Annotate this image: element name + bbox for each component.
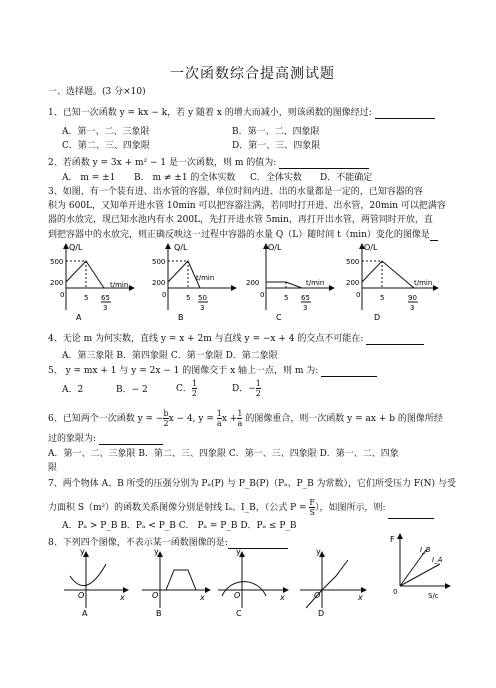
q1-option-d[interactable]: D．第一、三、四象限 [232,141,321,151]
q8-graph-b [142,547,208,618]
q2-option-a[interactable]: A． m = ±1 [62,173,116,183]
q3-graphs [48,242,468,324]
y-axis-label: y [316,547,321,556]
q1-option-a[interactable]: A．第一、二、三象限 [62,127,150,137]
graph-label: D [374,313,381,322]
tick-label: 90 [408,294,417,302]
q1-option-c[interactable]: C．第二、三、四象限 [62,141,150,151]
tick-label: 65 [101,294,110,302]
q6-line-3: 限 [48,463,58,473]
x-axis-label: S/c [428,592,439,600]
graph-label: B [178,313,184,322]
answer-blank[interactable] [375,106,435,119]
origin-label: O [234,591,241,600]
y-axis-label: O/L [364,243,378,252]
q7-line-1: 7、两个物体 A、B 所受的压强分别为 Pₐ(P) 与 P_B(P)（Pₐ、P_B 为常数），它们所受压力 F(N) 与受 [48,479,456,489]
page-title: 一次函数综合提高测试题 [170,66,335,82]
tick-label: 3 [410,304,415,312]
q5-option-b[interactable]: B．− 2 [116,385,148,395]
tick-label: 5 [84,294,89,302]
q8-graphs [60,546,380,618]
tick-label: 50 [198,294,207,302]
x-axis-label: x [358,593,363,602]
origin-label: 0 [60,291,65,299]
answer-blank[interactable] [99,432,163,445]
x-axis-label: x [280,593,285,602]
q1-option-b[interactable]: B．第一、二、四象限 [232,127,320,137]
question-8-stem: 8、下列四个图像，不表示某一函数图像的是: [48,536,288,549]
answer-blank[interactable] [366,332,424,345]
tick-label: 3 [303,304,308,312]
q2-option-c[interactable]: C．全体实数 [250,173,302,183]
q2-option-b[interactable]: B． m ≠ ±1 的全体实数 [134,173,236,183]
graph-c [246,243,332,322]
q3-line-3: 器的水放完，现已知水池内有水 200L，先打开进水管 5min，再打开出水管，两管同时开放，直 [48,215,433,225]
question-5-stem: 5、 y = mx + 1 与 y = 2x − 1 的图像交于 x 轴上一点，则 m 为: [48,364,377,377]
question-4-stem: 4、无论 m 为何实数，直线 y = x + 2m 与直线 y = −x + 4 的交点不可能在: [48,332,424,345]
origin-label: O [314,591,321,600]
origin-label: 0 [393,588,398,596]
tick-label: 200 [152,279,166,287]
graph-label: D [318,609,325,618]
tick-label: 200 [246,279,260,287]
graph-label: C [276,313,282,322]
graph-label: B [156,609,162,618]
graph-a [50,243,132,322]
y-axis-label: Q/L [174,243,188,252]
answer-blank[interactable] [321,364,377,377]
q7-line-2: 力面积 S（m²）的函数关系图像分别是射线 Iₐ、I_B，（公式 P = $\frac{F}{S}$ ），如图所示，则: [48,496,434,519]
tick-label: 500 [152,258,166,266]
ray-label: I_B [420,546,431,554]
q3-line-2: 积为 600L，又知单开进水管 10min 可以把容器注满，若同时打开进、出水管，20min 可以把满容 [48,201,446,211]
tick-label: 3 [103,304,108,312]
q7-figure [388,532,452,600]
answer-blank[interactable] [388,496,434,519]
graph-label: A [82,609,88,618]
tick-label: 5 [186,294,191,302]
tick-label: 65 [301,294,310,302]
y-axis-label: Q/L [69,243,83,252]
x-axis-label: t/min [414,279,433,287]
q5-option-c[interactable]: C． $\frac{1}{2}$ [176,379,197,398]
y-axis-label: y [236,547,241,556]
x-axis-label: x [120,593,125,602]
origin-label: O [152,591,159,600]
x-axis-label: t/min [306,279,325,287]
tick-label: 5 [380,294,385,302]
ray-label: I_A [432,556,443,564]
graph-label: A [76,313,82,322]
x-axis-label: t/min [110,281,129,289]
q3-line-1: 3、如图，有一个装有进、出水管的容器，单位时间内进、出的水量都是一定的，已知容器的容 [48,187,423,197]
q8-graph-a [64,547,126,618]
q6-options: A．第一、二、三象限 B．第二、三、四象限 C．第一、三、四象限 D．第一、二、四象 [48,449,399,459]
q5-option-a[interactable]: A．2 [62,385,84,395]
x-axis-label: x [200,593,205,602]
y-axis-label: y [80,547,85,556]
question-6-stem: 6、已知两个一次函数 y = − $\frac{b}{2}$ x − 4, y = $\frac{1}{a}$ x + $\frac{1}{a}$ 的图像重合，则一次函数 y = ax + b 的图像所经 [48,409,443,428]
x-axis-label: t/min [196,274,215,282]
origin-label: 0 [162,291,167,299]
q8-graph-d [300,547,364,618]
tick-label: 500 [346,258,360,266]
y-axis-label: O/L [268,243,282,252]
answer-blank[interactable] [430,228,438,241]
q5-option-d[interactable]: D．− $\frac{1}{2}$ [232,379,261,398]
q8-graph-c [218,547,286,618]
origin-label: 0 [356,291,361,299]
y-axis-label: y [154,547,159,556]
tick-label: 3 [200,304,205,312]
answer-blank[interactable] [279,156,369,169]
tick-label: 200 [346,279,360,287]
graph-d [346,243,436,322]
q3-line-4: 到把容器中的水放完，则正确反映这一过程中容器的水量 Q（L）随时间 t（min）变化的图像是 [48,228,438,241]
q4-options: A．第三象限 B．第四象限 C．第一象限 D．第二象限 [62,351,278,361]
origin-label: 0 [260,291,265,299]
question-1-stem: 1、已知一次函数 y = kx − k，若 y 随着 x 的增大而减小，则该函数的图像经过: [48,106,435,119]
section-heading: 一、选择题。(3 分×10) [48,87,146,97]
graph-label: C [236,609,242,618]
q7-options: A．Pₐ > P_B B．Pₐ < P_B C． Pₐ = P_B D．Pₐ ≤ P_B [62,521,297,531]
tick-label: 200 [50,279,64,287]
y-axis-label: F [390,535,395,544]
question-2-stem: 2、若函数 y = 3x + m² − 1 是一次函数，则 m 的值为: [48,156,369,169]
tick-label: 5 [284,294,289,302]
origin-label: O [78,591,85,600]
q6-line-2: 过的象限为: [48,432,163,445]
q2-option-d[interactable]: D．不能确定 [320,173,373,183]
tick-label: 500 [50,258,64,266]
graph-b [152,243,234,322]
